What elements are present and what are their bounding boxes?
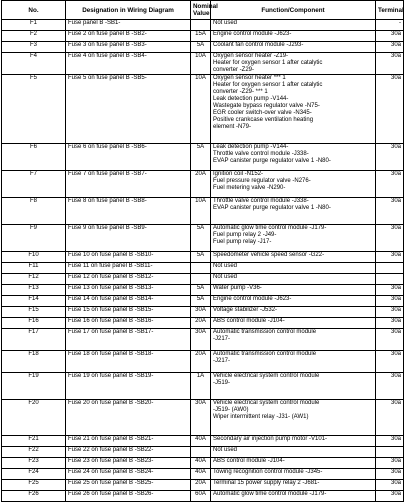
nominal-value-cell: 10A [191, 198, 211, 225]
nominal-value-cell: 20A [191, 171, 211, 198]
function-line: Water pump -V36- [213, 285, 262, 291]
fuse-number-cell: F6 [2, 144, 66, 171]
nominal-value-cell: 40A [191, 458, 211, 469]
function-line: EVAP canister purge regulator valve 1 -N80- [213, 205, 331, 211]
table-row [2, 144, 404, 171]
table-row [2, 75, 404, 144]
designation-cell: Fuse 4 on fuse panel B -SB4- [66, 53, 191, 75]
function-cell [211, 285, 376, 296]
function-cell [211, 42, 376, 53]
nominal-value-cell: 60A [191, 491, 211, 502]
table-header-row [2, 1, 404, 20]
table-row [2, 447, 404, 458]
terminal-cell: 30a [376, 53, 404, 75]
terminal-cell: 30a [376, 400, 404, 436]
table-row [2, 480, 404, 491]
terminal-cell: - [376, 20, 404, 31]
table-row [2, 373, 404, 400]
function-line: Fuel pump relay -J17- [213, 239, 272, 245]
table-row [2, 252, 404, 263]
fuse-number-cell: F26 [2, 491, 66, 502]
table-row [2, 53, 404, 75]
nominal-value-cell: 10A [191, 53, 211, 75]
function-line: Not used [213, 274, 238, 280]
fuse-number-cell: F1 [2, 20, 66, 31]
function-line: EVAP canister purge regulator valve 1 -N80- [213, 158, 331, 164]
fuse-number-cell: F11 [2, 263, 66, 274]
table-row [2, 436, 404, 447]
function-line: Leak detection pump -V144- [213, 144, 289, 150]
function-line: Fuel pressure regulator valve -N276- [213, 178, 311, 184]
function-cell [211, 75, 376, 144]
function-line: -J217- [213, 336, 231, 342]
designation-cell: Fuse 2 on fuse panel B -SB2- [66, 31, 191, 42]
function-line: Vehicle electrical system control module [213, 400, 320, 406]
table-row [2, 491, 404, 502]
terminal-cell: 30a [376, 296, 404, 307]
table-row [2, 171, 404, 198]
function-cell [211, 53, 376, 75]
function-cell [211, 351, 376, 373]
designation-cell: Fuse panel B -SB1- [66, 20, 191, 31]
table-row [2, 198, 404, 225]
fuse-table-body [2, 20, 404, 502]
function-line: Automatic transmission control module [213, 351, 317, 357]
function-line: Engine control module -J623- [213, 296, 292, 302]
nominal-value-cell: 30A [191, 307, 211, 318]
designation-cell: Fuse 11 on fuse panel B -SB11- [66, 263, 191, 274]
function-line: Coolant fan control module -J293- [213, 42, 304, 48]
function-line: Not used [213, 447, 238, 453]
terminal-cell: 30a [376, 225, 404, 252]
designation-cell: Fuse 5 on fuse panel B -SB5- [66, 75, 191, 144]
table-row [2, 351, 404, 373]
fuse-number-cell: F9 [2, 225, 66, 252]
designation-cell: Fuse 20 on fuse panel B -SB20- [66, 400, 191, 436]
function-line: Voltage stabilizer -J532- [213, 307, 278, 313]
terminal-cell: 30a [376, 436, 404, 447]
designation-cell: Fuse 9 on fuse panel B -SB9- [66, 225, 191, 252]
nominal-value-cell: 20A [191, 480, 211, 491]
designation-cell: Fuse 13 on fuse panel B -SB13- [66, 285, 191, 296]
function-cell [211, 447, 376, 458]
table-row [2, 469, 404, 480]
terminal-cell: 30a [376, 491, 404, 502]
terminal-cell: 30a [376, 171, 404, 198]
function-cell [211, 296, 376, 307]
designation-cell: Fuse 12 on fuse panel B -SB12- [66, 274, 191, 285]
nominal-value-cell [191, 263, 211, 274]
terminal-cell: 30a [376, 31, 404, 42]
terminal-cell: 30a [376, 307, 404, 318]
header-designation: Designation in Wiring Diagram [66, 1, 191, 20]
table-row [2, 31, 404, 42]
terminal-cell [376, 447, 404, 458]
function-cell [211, 144, 376, 171]
fuse-number-cell: F13 [2, 285, 66, 296]
header-no: No. [2, 1, 66, 20]
terminal-cell: 30a [376, 42, 404, 53]
designation-cell: Fuse 16 on fuse panel B -SB16- [66, 318, 191, 329]
function-cell [211, 198, 376, 225]
function-line: EGR cooler switch-over valve -N345- [213, 110, 312, 116]
function-line: Heater for oxygen sensor 1 after catalytic [213, 82, 323, 88]
nominal-value-cell: 20A [191, 318, 211, 329]
function-line: Heater for oxygen sensor 1 after catalytic [213, 60, 323, 66]
fuse-table [1, 0, 404, 502]
function-line: Leak detection pump -V144- [213, 96, 289, 102]
fuse-number-cell: F18 [2, 351, 66, 373]
function-line: Oxygen sensor heater -Z19- [213, 53, 289, 59]
designation-cell: Fuse 23 on fuse panel B -SB23- [66, 458, 191, 469]
terminal-cell: 30a [376, 469, 404, 480]
designation-cell: Fuse 24 on fuse panel B -SB24- [66, 469, 191, 480]
function-line: Automatic transmission control module [213, 329, 317, 335]
function-cell [211, 329, 376, 351]
function-cell [211, 436, 376, 447]
fuse-number-cell: F14 [2, 296, 66, 307]
designation-cell: Fuse 10 on fuse panel B -SB10- [66, 252, 191, 263]
header-function: Function/Component [211, 1, 376, 20]
fuse-number-cell: F24 [2, 469, 66, 480]
nominal-value-cell: 5A [191, 225, 211, 252]
function-line: -J217- [213, 358, 231, 364]
function-line: -J519- (AW0) [213, 407, 249, 413]
table-row [2, 263, 404, 274]
designation-cell: Fuse 3 on fuse panel B -SB3- [66, 42, 191, 53]
function-line: -J519- [213, 380, 231, 386]
function-cell [211, 225, 376, 252]
terminal-cell: 30a [376, 285, 404, 296]
terminal-cell: 30a [376, 75, 404, 144]
function-cell [211, 263, 376, 274]
terminal-cell [376, 274, 404, 285]
function-cell [211, 458, 376, 469]
function-line: Throttle valve control module -J338- [213, 151, 309, 157]
function-line: Automatic glow time control module -J179- [213, 491, 327, 497]
terminal-cell: 30a [376, 329, 404, 351]
terminal-cell [376, 263, 404, 274]
function-line: Wastegate bypass regulator valve -N75- [213, 103, 320, 109]
table-row [2, 274, 404, 285]
function-line: Terminal 15 power supply relay 2 -J681- [213, 480, 320, 486]
fuse-number-cell: F2 [2, 31, 66, 42]
nominal-value-cell: 30A [191, 400, 211, 436]
function-cell [211, 274, 376, 285]
designation-cell: Fuse 6 on fuse panel B -SB6- [66, 144, 191, 171]
designation-cell: Fuse 22 on fuse panel B -SB22- [66, 447, 191, 458]
function-line: Positive crankcase ventilation heating [213, 117, 314, 123]
fuse-number-cell: F25 [2, 480, 66, 491]
function-line: Vehicle electrical system control module [213, 373, 320, 379]
nominal-value-cell: 5A [191, 252, 211, 263]
nominal-value-cell: 20A [191, 351, 211, 373]
fuse-number-cell: F21 [2, 436, 66, 447]
function-line: Not used [213, 263, 238, 269]
fuse-number-cell: F7 [2, 171, 66, 198]
terminal-cell: 30a [376, 351, 404, 373]
function-line: Speedometer vehicle speed sensor -G22- [213, 252, 325, 258]
designation-cell: Fuse 15 on fuse panel B -SB15- [66, 307, 191, 318]
function-cell [211, 373, 376, 400]
fuse-number-cell: F17 [2, 329, 66, 351]
function-line: Engine control module -J623- [213, 31, 292, 37]
fuse-number-cell: F5 [2, 75, 66, 144]
function-cell [211, 307, 376, 318]
fuse-number-cell: F8 [2, 198, 66, 225]
function-line: Throttle valve control module -J338- [213, 198, 309, 204]
function-cell [211, 491, 376, 502]
terminal-cell: 30a [376, 458, 404, 469]
nominal-value-cell: 40A [191, 436, 211, 447]
terminal-cell: 30a [376, 252, 404, 263]
fuse-number-cell: F23 [2, 458, 66, 469]
fuse-number-cell: F15 [2, 307, 66, 318]
function-line: Not used [213, 20, 238, 26]
function-cell [211, 252, 376, 263]
header-nominal-value: Nominal Value [191, 1, 211, 20]
terminal-cell: 30a [376, 144, 404, 171]
function-line: Fuel pump relay 2 -J49- [213, 232, 277, 238]
function-cell [211, 318, 376, 329]
nominal-value-cell: 10A [191, 75, 211, 144]
table-row [2, 285, 404, 296]
designation-cell: Fuse 18 on fuse panel B -SB18- [66, 351, 191, 373]
function-line: Secondary air injection pump motor -V101- [213, 436, 328, 442]
function-line: ABS control module -J104- [213, 318, 285, 324]
designation-cell: Fuse 14 on fuse panel B -SB14- [66, 296, 191, 307]
function-line: converter -Z29- [213, 67, 255, 73]
function-line: Automatic glow time control module -J179- [213, 225, 327, 231]
designation-cell: Fuse 7 on fuse panel B -SB7- [66, 171, 191, 198]
table-row [2, 329, 404, 351]
table-row [2, 307, 404, 318]
function-line: ABS control module -J104- [213, 458, 285, 464]
nominal-value-cell: 40A [191, 469, 211, 480]
designation-cell: Fuse 25 on fuse panel B -SB25- [66, 480, 191, 491]
fuse-number-cell: F22 [2, 447, 66, 458]
header-terminal: Terminal [376, 1, 404, 20]
function-line: element -N79- [213, 124, 252, 130]
designation-cell: Fuse 17 on fuse panel B -SB17- [66, 329, 191, 351]
fuse-number-cell: F10 [2, 252, 66, 263]
function-line: Oxygen sensor heater *** 1 [213, 75, 286, 81]
terminal-cell: 30a [376, 318, 404, 329]
fuse-number-cell: F3 [2, 42, 66, 53]
terminal-cell: 30a [376, 373, 404, 400]
nominal-value-cell: 5A [191, 144, 211, 171]
nominal-value-cell: 15A [191, 31, 211, 42]
function-line: converter -Z29- *** 1 [213, 89, 268, 95]
fuse-number-cell: F12 [2, 274, 66, 285]
nominal-value-cell [191, 20, 211, 31]
function-line: Wiper intermittent relay -J31- (AW1) [213, 414, 309, 420]
function-cell [211, 171, 376, 198]
table-row [2, 458, 404, 469]
fuse-number-cell: F20 [2, 400, 66, 436]
function-line: Towing recognition control module -J345- [213, 469, 323, 475]
table-row [2, 42, 404, 53]
nominal-value-cell: 5A [191, 296, 211, 307]
nominal-value-cell [191, 447, 211, 458]
terminal-cell: 30a [376, 480, 404, 491]
nominal-value-cell [191, 274, 211, 285]
table-row [2, 225, 404, 252]
function-cell [211, 469, 376, 480]
table-row [2, 318, 404, 329]
designation-cell: Fuse 21 on fuse panel B -SB21- [66, 436, 191, 447]
designation-cell: Fuse 26 on fuse panel B -SB26- [66, 491, 191, 502]
function-cell [211, 400, 376, 436]
function-cell [211, 480, 376, 491]
table-row [2, 296, 404, 307]
function-cell [211, 31, 376, 42]
terminal-cell: 30a [376, 198, 404, 225]
fuse-number-cell: F19 [2, 373, 66, 400]
designation-cell: Fuse 8 on fuse panel B -SB8- [66, 198, 191, 225]
table-row [2, 400, 404, 436]
nominal-value-cell: 1A [191, 373, 211, 400]
designation-cell: Fuse 19 on fuse panel B -SB19- [66, 373, 191, 400]
nominal-value-cell: 5A [191, 42, 211, 53]
table-row [2, 20, 404, 31]
function-cell [211, 20, 376, 31]
function-line: Fuel metering valve -N290- [213, 185, 286, 191]
nominal-value-cell: 5A [191, 285, 211, 296]
nominal-value-cell: 30A [191, 329, 211, 351]
fuse-number-cell: F16 [2, 318, 66, 329]
fuse-number-cell: F4 [2, 53, 66, 75]
function-line: Ignition coil -N152- [213, 171, 264, 177]
